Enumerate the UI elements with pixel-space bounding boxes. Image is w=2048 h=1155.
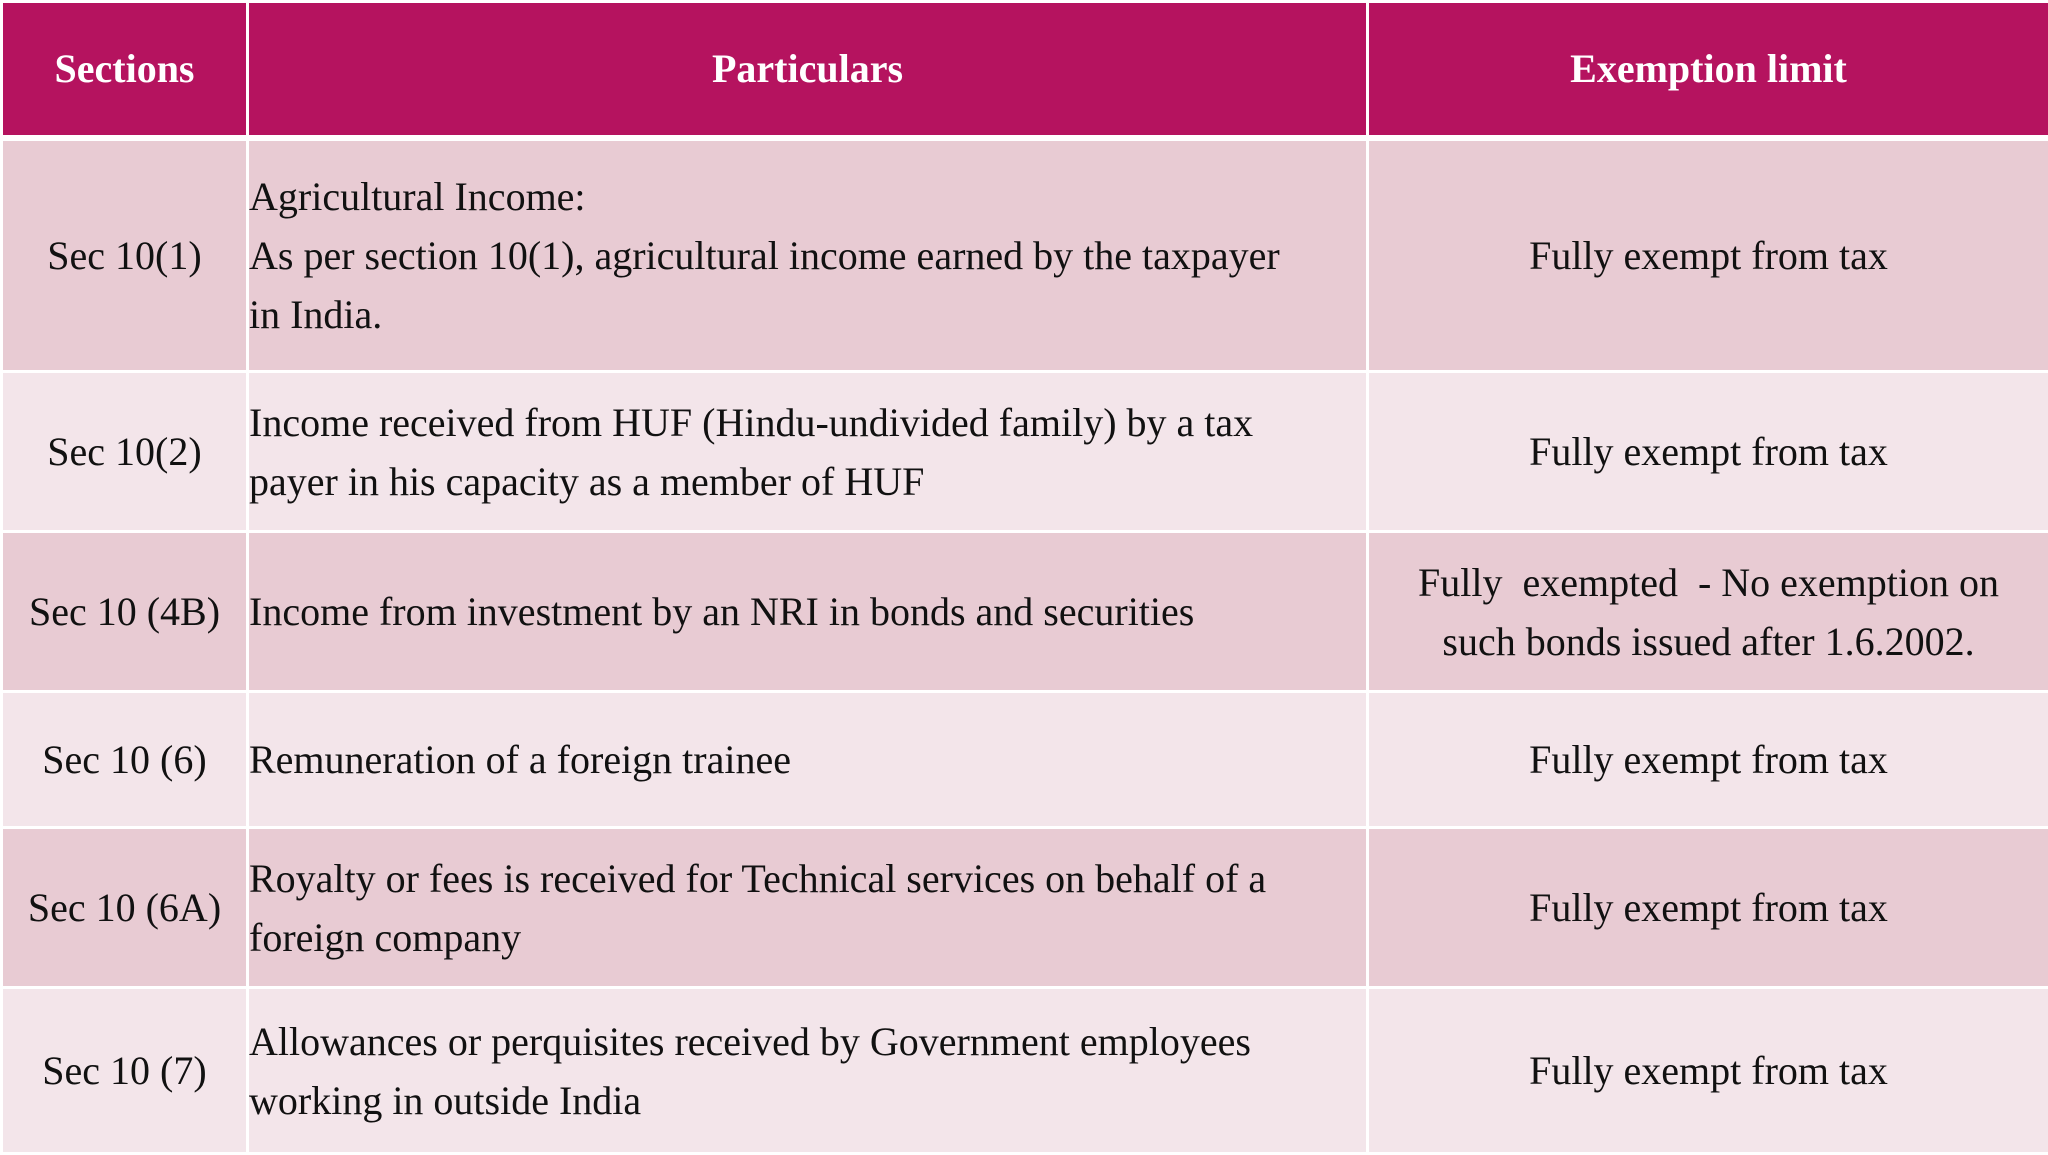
- particulars-cell: [248, 372, 1368, 532]
- table-row: [2, 692, 2048, 828]
- particulars-line: Income received from HUF (Hindu-undivided family) by a tax: [249, 393, 1356, 452]
- limit-line: Fully exempt from tax: [1383, 226, 2034, 285]
- table-row: [2, 988, 2048, 1154]
- particulars-line: Remuneration of a foreign trainee: [249, 730, 1356, 789]
- table-row: [2, 138, 2048, 372]
- table-header-row: [2, 2, 2048, 138]
- limit-line: Fully exempt from tax: [1383, 422, 2034, 481]
- exemption-limit-cell: [1368, 532, 2048, 692]
- particulars-line: Agricultural Income:: [249, 167, 1356, 226]
- limit-line: Fully exempt from tax: [1383, 730, 2034, 789]
- particulars-line: As per section 10(1), agricultural income earned by the taxpayer: [249, 226, 1356, 285]
- particulars-line: working in outside India: [249, 1071, 1356, 1130]
- section-cell: Sec 10 (6): [2, 692, 248, 828]
- section-cell: Sec 10 (6A): [2, 828, 248, 988]
- table-row: [2, 532, 2048, 692]
- exemption-limit-cell: [1368, 372, 2048, 532]
- limit-line: Fully exempt from tax: [1383, 878, 2034, 937]
- table-row: [2, 828, 2048, 988]
- particulars-line: payer in his capacity as a member of HUF: [249, 452, 1356, 511]
- table-row: [2, 372, 2048, 532]
- particulars-line: Income from investment by an NRI in bonds and securities: [249, 582, 1356, 641]
- header-particulars: Particulars: [248, 2, 1368, 138]
- section-cell: Sec 10(2): [2, 372, 248, 532]
- section-cell: Sec 10(1): [2, 138, 248, 372]
- section-cell: Sec 10 (7): [2, 988, 248, 1154]
- particulars-cell: [248, 988, 1368, 1154]
- particulars-line: Allowances or perquisites received by Government employees: [249, 1012, 1356, 1071]
- limit-line: Fully exempted - No exemption on: [1383, 553, 2034, 612]
- exemption-limit-cell: [1368, 138, 2048, 372]
- particulars-cell: [248, 138, 1368, 372]
- particulars-cell: [248, 828, 1368, 988]
- particulars-cell: [248, 532, 1368, 692]
- header-exemption-limit: Exemption limit: [1368, 2, 2048, 138]
- particulars-line: foreign company: [249, 908, 1356, 967]
- limit-line: such bonds issued after 1.6.2002.: [1383, 612, 2034, 671]
- exemption-limit-cell: [1368, 828, 2048, 988]
- exemption-limit-cell: [1368, 692, 2048, 828]
- section-cell: Sec 10 (4B): [2, 532, 248, 692]
- particulars-line: in India.: [249, 285, 1356, 344]
- header-sections: Sections: [2, 2, 248, 138]
- particulars-cell: [248, 692, 1368, 828]
- exemption-limit-cell: [1368, 988, 2048, 1154]
- particulars-line: Royalty or fees is received for Technical services on behalf of a: [249, 849, 1356, 908]
- limit-line: Fully exempt from tax: [1383, 1041, 2034, 1100]
